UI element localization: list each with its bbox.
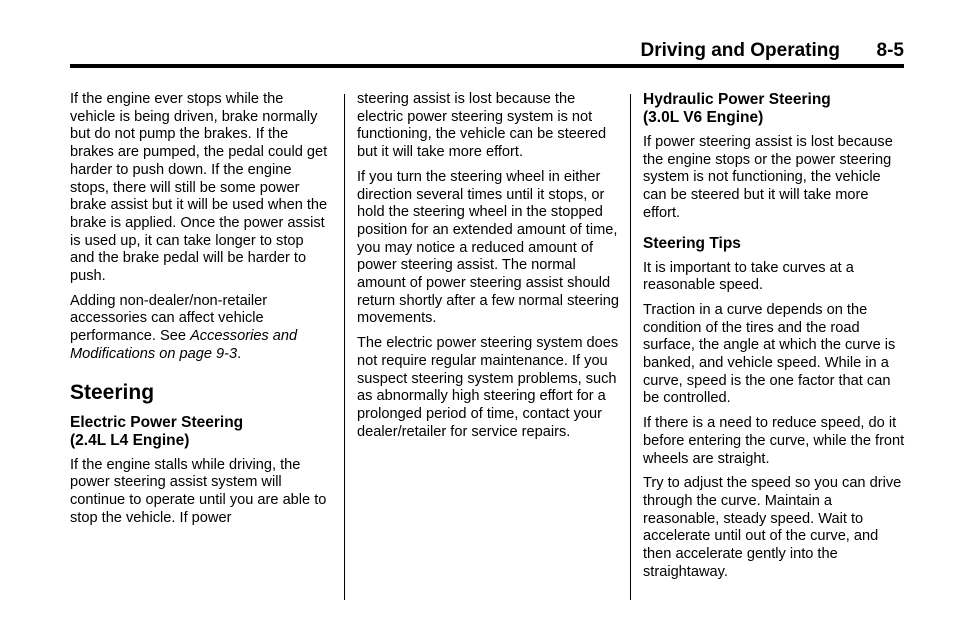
paragraph-assist-lost: steering assist is lost because the electric power steering system is not functioning, the vehicle can be steered but it will take more effort. (357, 91, 607, 161)
paragraph-adjust-speed: Try to adjust the speed so you can drive through the curve. Maintain a reasonable, steady speed. Wait to accelerate until out of the curve, and then accelerate gently into the straightaway. (643, 475, 902, 580)
section-heading-steering: Steering (70, 380, 155, 404)
header-rule (70, 64, 904, 68)
subheading-hydraulic-power-steering (643, 91, 908, 127)
page-header (70, 38, 904, 64)
column-3 (643, 91, 908, 588)
paragraph-maintenance: The electric power steering system does not require regular maintenance. If you suspect steering system problems, such as abnormally high steering effort for a prolonged period of time, contact your dealer/retailer for service repairs. (357, 335, 619, 440)
paragraph-engine-stalls: If the engine stalls while driving, the power steering assist system will continue to operate until you are able to stop the vehicle. If power (70, 456, 327, 526)
section-title: Driving and Operating (640, 40, 840, 61)
paragraph-traction: Traction in a curve depends on the condition of the tires and the road surface, the angle at which the curve is banked, and vehicle speed. While in a curve, speed is the one factor that can be controlled. (643, 301, 896, 407)
paragraph-reduce-speed: If there is a need to reduce speed, do it before entering the curve, while the front wheels are straight. (643, 415, 905, 467)
cross-reference-link[interactable]: Accessories and Modifications on page 9-3 (70, 328, 298, 362)
subheading-line: Hydraulic Power Steering (643, 91, 831, 108)
column-divider-2 (630, 94, 631, 600)
column-divider-1 (344, 94, 345, 600)
column-2 (357, 91, 622, 448)
subheading-line: Electric Power Steering (70, 413, 244, 431)
paragraph-turning-wheel: If you turn the steering wheel in either direction several times until it stops, or hold the steering wheel in the stopped position for an extended amount of time, you may notice a reduced amount of power steering assist. The normal amount of power steering assist should return shortly after a few normal steering movements. (357, 168, 619, 327)
subheading-electric-power-steering (70, 414, 332, 450)
subheading-line: (3.0L V6 Engine) (643, 109, 764, 126)
subheading-line: (2.4L L4 Engine) (70, 431, 190, 449)
paragraph-engine-stops: If the engine ever stops while the vehicle is being driven, brake normally but do not pump the brakes. If the brakes are pumped, the pedal could get harder to push down. If the engine stops, there will still be some power brake assist but it will be used when the brake is applied. Once the power assist is used up, it can take longer to stop and the brake pedal will be harder to push. (70, 91, 328, 285)
accessories-end: . (237, 345, 242, 362)
accessories-text: Adding non-dealer/non-retailer accessories can affect vehicle performance. See (70, 292, 268, 345)
column-1 (70, 91, 332, 534)
page-number: 8-5 (876, 40, 904, 61)
paragraph-curve-speed: It is important to take curves at a reasonable speed. (643, 259, 854, 294)
paragraph-hydraulic-assist: If power steering assist is lost because the engine stops or the power steering system is not functioning, the vehicle can be steered but it will take more effort. (643, 134, 893, 221)
paragraph-accessories (70, 293, 332, 364)
subheading-steering-tips: Steering Tips (643, 234, 741, 252)
